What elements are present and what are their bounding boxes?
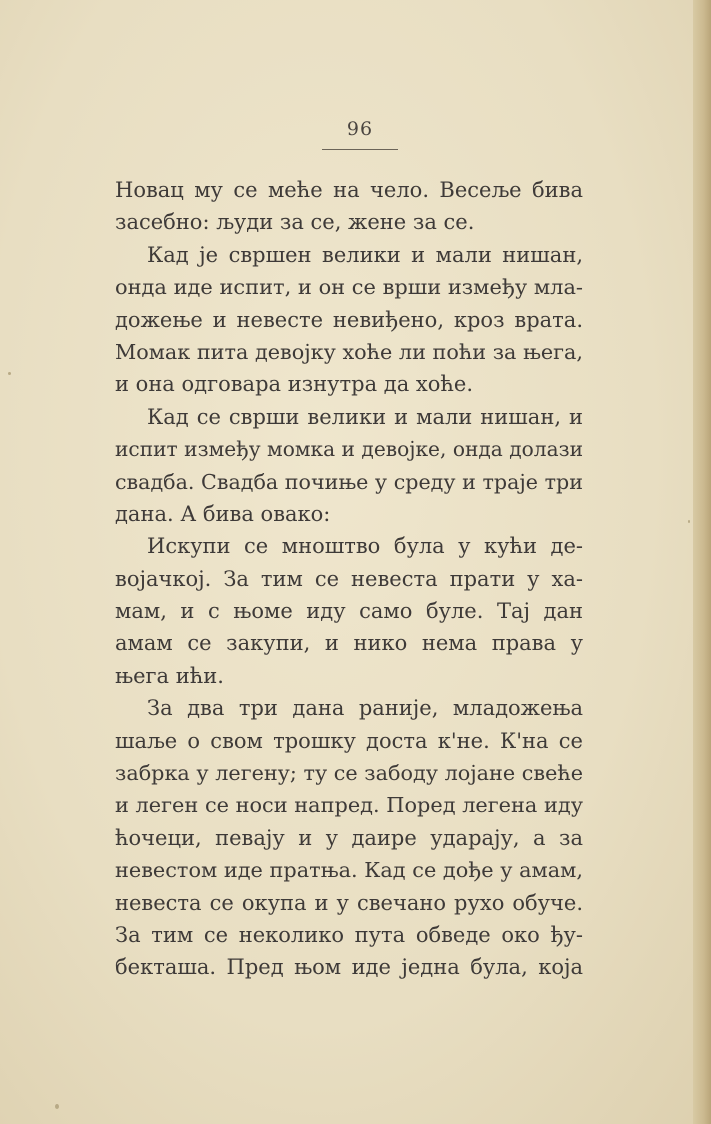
text-line: војачкој. За тим се невеста прати у ха- — [115, 566, 583, 591]
text-line: испит између момка и девојке, онда долази — [115, 437, 583, 462]
text-line: засебно: људи за се, жене за се. — [115, 210, 475, 235]
text-line: и леген се носи напред. Поред легена иду — [115, 793, 583, 818]
text-line: њега ићи. — [115, 663, 224, 688]
text-line: онда иде испит, и он се врши између мла- — [115, 275, 583, 300]
text-line: шаље о свом трошку доста к'не. К'на се — [115, 728, 583, 753]
text-line: мам, и с њоме иду само буле. Тај дан — [115, 599, 583, 624]
text-line: Кад је свршен велики и мали нишан, — [147, 242, 583, 267]
text-line: дожење и невесте невиђено, кроз врата. — [115, 307, 583, 332]
text-line: невестом иде пратња. Кад се дође у амам, — [115, 858, 583, 883]
paper-speck — [8, 372, 11, 375]
text-line: За тим се неколико пута обведе око ђу- — [115, 922, 583, 947]
text-line: забрка у легену; ту се забоду лојане свеће — [115, 761, 583, 786]
paper-speck — [55, 1104, 59, 1109]
text-line: Кад се сврши велики и мали нишан, и — [147, 404, 583, 429]
paper-speck — [688, 520, 690, 523]
text-line: свадба. Свадба почиње у среду и траје три — [115, 469, 583, 494]
text-line: и она одговара изнутра да хоће. — [115, 372, 474, 397]
text-line: Искупи се мноштво була у кући де- — [147, 534, 583, 559]
page-edge — [693, 0, 711, 1124]
text-line: Новац му се меће на чело. Весеље бива — [115, 178, 583, 202]
page-number: 96 — [346, 118, 374, 140]
text-line: За два три дана раније, младожења — [147, 696, 583, 721]
text-line: дана. А бива овако: — [115, 501, 331, 526]
text-line: Момак пита девојку хоће ли поћи за њега, — [115, 339, 583, 364]
header-rule — [322, 149, 398, 150]
text-line: бекташа. Пред њом иде једна була, која — [115, 955, 583, 980]
text-line: амам се закупи, и нико нема права у — [115, 631, 583, 656]
text-line: невеста се окупа и у свечано рухо обуче. — [115, 890, 583, 915]
body-text — [115, 174, 583, 984]
text-line: ћочеци, певају и у даире ударају, а за — [115, 825, 583, 850]
